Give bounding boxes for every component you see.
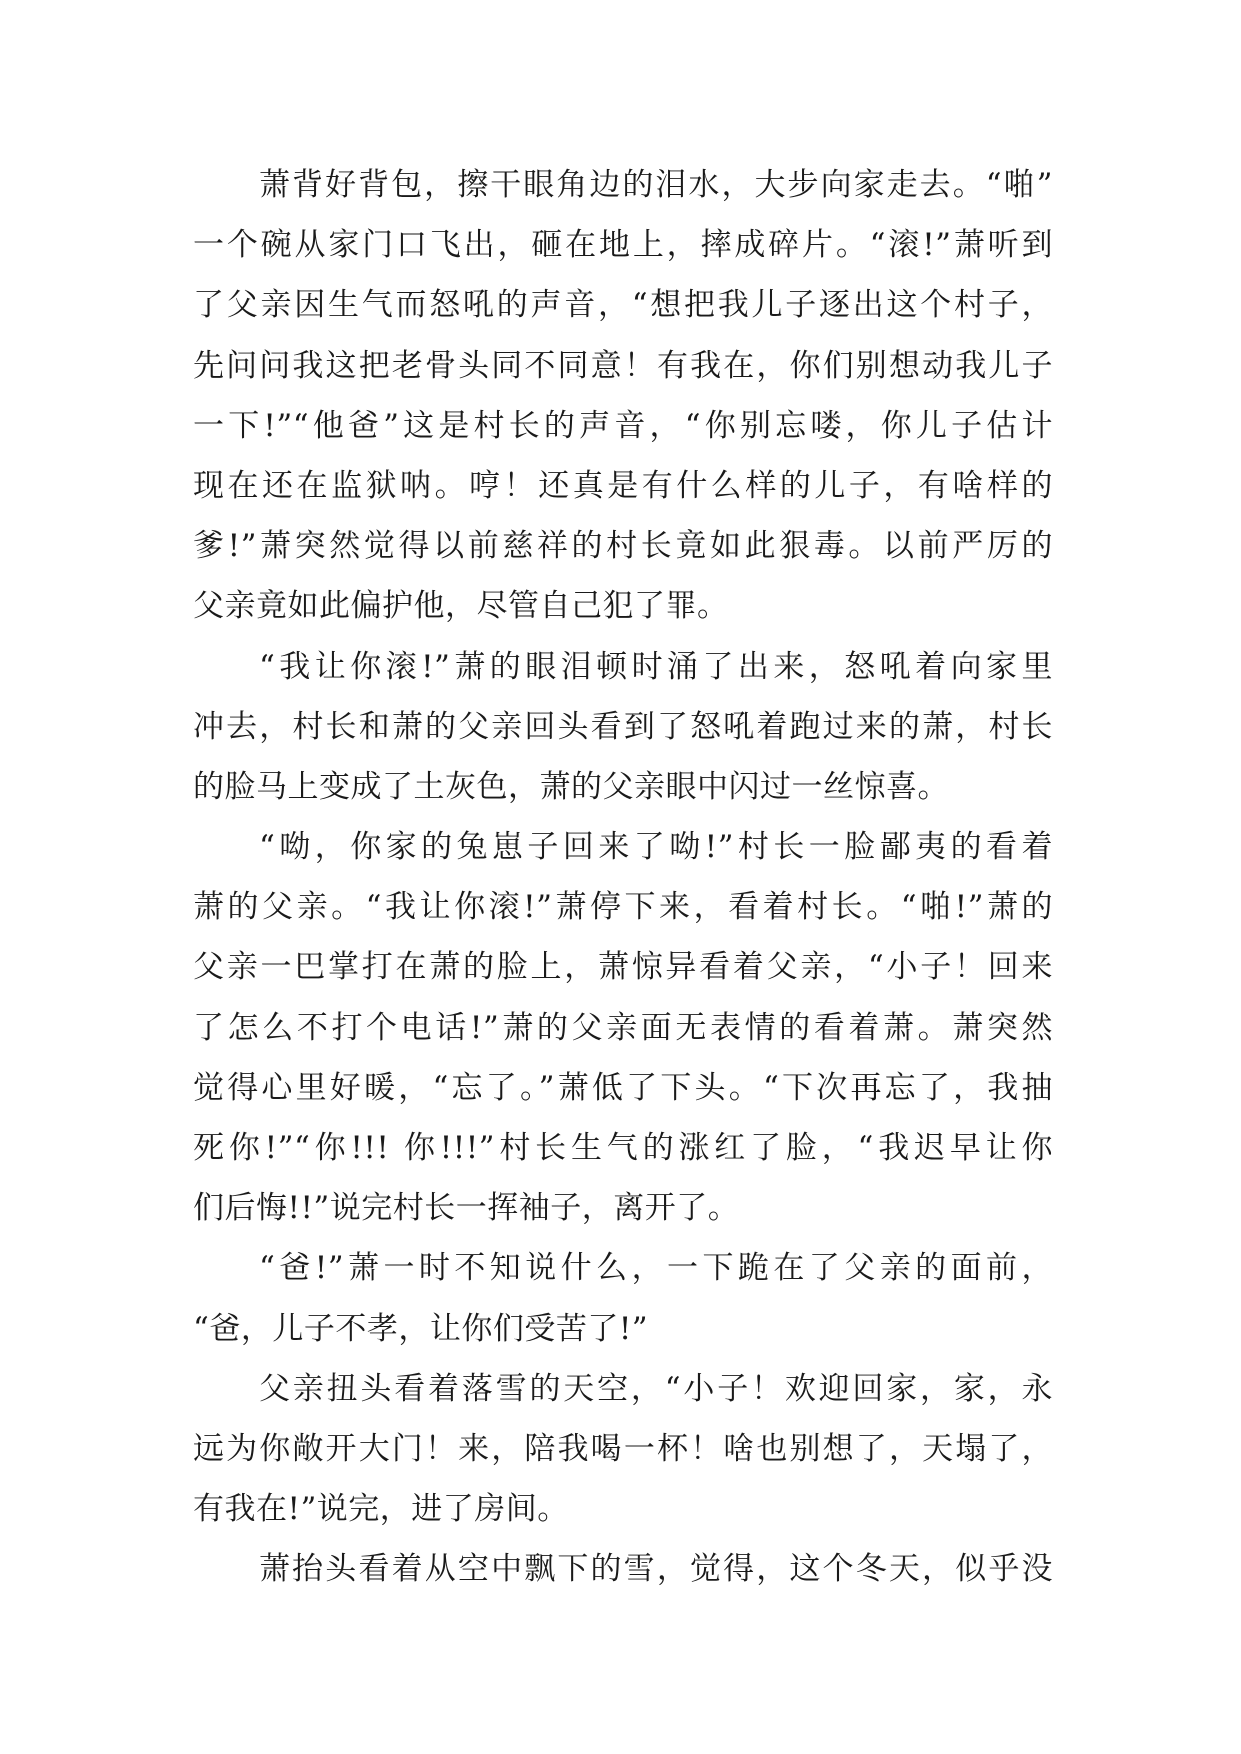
text-line: 现在还在监狱呐。哼！还真是有什么样的儿子，有啥样的	[193, 467, 1053, 504]
text-line: 父亲一巴掌打在萧的脸上，萧惊异看着父亲，“小子！回来	[193, 949, 1053, 986]
text-line: 的脸马上变成了土灰色，萧的父亲眼中闪过一丝惊喜。	[193, 768, 949, 805]
text-line: “呦，你家的兔崽子回来了呦!”村长一脸鄙夷的看着	[259, 829, 1053, 866]
text-line: “我让你滚!”萧的眼泪顿时涌了出来，怒吼着向家里	[259, 648, 1053, 685]
text-line: 觉得心里好暖，“忘了。”萧低了下头。“下次再忘了，我抽	[193, 1069, 1053, 1106]
text-line: 死你!”“你!!! 你!!!”村长生气的涨红了脸，“我迟早让你	[193, 1130, 1053, 1166]
body-text	[193, 155, 1053, 1600]
text-line: 了父亲因生气而怒吼的声音，“想把我儿子逐出这个村子，	[193, 287, 1053, 324]
text-line: 有我在!”说完，进了房间。	[193, 1491, 569, 1528]
text-line: 萧背好背包，擦干眼角边的泪水，大步向家走去。“啪”	[259, 167, 1053, 203]
text-line: 先问问我这把老骨头同不同意！有我在，你们别想动我儿子	[193, 347, 1053, 384]
text-line: 了怎么不打个电话!”萧的父亲面无表情的看着萧。萧突然	[193, 1009, 1053, 1046]
text-line: 一下!”“他爸”这是村长的声音，“你别忘喽，你儿子估计	[193, 407, 1053, 444]
text-line: “爸，儿子不孝，让你们受苦了!”	[193, 1310, 649, 1347]
text-line: 远为你敞开大门！来，陪我喝一杯！啥也别想了，天塌了，	[193, 1430, 1053, 1467]
text-line: 们后悔!!”说完村长一挥袖子，离开了。	[193, 1190, 740, 1227]
text-line: 爹!”萧突然觉得以前慈祥的村长竟如此狠毒。以前严厉的	[193, 528, 1053, 565]
text-line: “爸!”萧一时不知说什么，一下跪在了父亲的面前，	[259, 1250, 1053, 1287]
text-line: 父亲扭头看着落雪的天空，“小子！欢迎回家，家，永	[259, 1370, 1053, 1407]
text-line: 萧抬头看着从空中飘下的雪，觉得，这个冬天，似乎没	[259, 1551, 1053, 1588]
text-line: 萧的父亲。“我让你滚!”萧停下来，看着村长。“啪!”萧的	[193, 889, 1053, 926]
text-line: 父亲竟如此偏护他，尽管自己犯了罪。	[193, 588, 729, 625]
text-line: 冲去，村长和萧的父亲回头看到了怒吼着跑过来的萧，村长	[193, 708, 1053, 745]
text-line: 一个碗从家门口飞出，砸在地上，摔成碎片。“滚!”萧听到	[193, 227, 1053, 264]
